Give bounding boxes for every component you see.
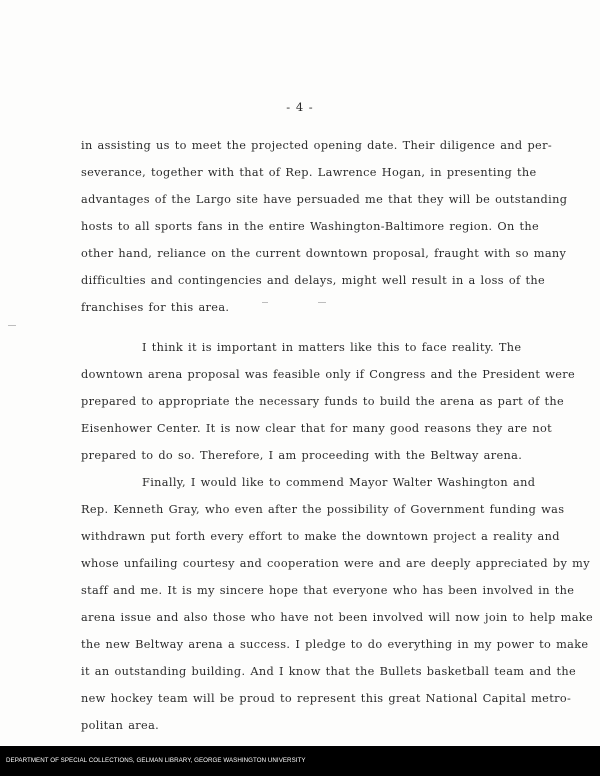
text-line: downtown arena proposal was feasible only if Congress and the President were xyxy=(81,368,576,381)
text-line: prepared to appropriate the necessary funds to build the arena as part of the xyxy=(81,395,565,408)
text-line: advantages of the Largo site have persuaded me that they will be outstanding xyxy=(81,193,568,206)
page-number: - 4 - xyxy=(286,100,314,114)
text-line: the new Beltway arena a success. I pledge to do everything in my power to make xyxy=(81,638,589,651)
text-line: withdrawn put forth every effort to make the downtown project a reality and xyxy=(81,530,560,543)
scan-speck xyxy=(318,302,326,303)
text-line: hosts to all sports fans in the entire Washington-Baltimore region. On the xyxy=(81,220,540,233)
archive-footer xyxy=(0,746,600,776)
text-line: franchises for this area. xyxy=(81,301,230,314)
text-line: Rep. Kenneth Gray, who even after the possibility of Government funding was xyxy=(81,503,565,516)
text-line: prepared to do so. Therefore, I am proceeding with the Beltway arena. xyxy=(81,449,523,462)
scan-speck xyxy=(8,325,16,326)
text-line: politan area. xyxy=(81,719,160,732)
text-line: in assisting us to meet the projected opening date. Their diligence and per- xyxy=(81,139,552,152)
text-line: severance, together with that of Rep. Lawrence Hogan, in presenting the xyxy=(81,166,537,179)
text-line: staff and me. It is my sincere hope that everyone who has been involved in the xyxy=(81,584,575,597)
text-line: arena issue and also those who have not been involved will now join to help make xyxy=(81,611,594,624)
text-line: it an outstanding building. And I know that the Bullets basketball team and the xyxy=(81,665,577,678)
text-line: new hockey team will be proud to represent this great National Capital metro- xyxy=(81,692,572,705)
text-line: Eisenhower Center. It is now clear that for many good reasons they are not xyxy=(81,422,552,435)
text-line: other hand, reliance on the current downtown proposal, fraught with so many xyxy=(81,247,567,260)
scan-speck xyxy=(262,302,268,303)
text-line: whose unfailing courtesy and cooperation were and are deeply appreciated by my xyxy=(81,557,590,570)
paragraph-start-line: I think it is important in matters like this to face reality. The xyxy=(142,341,522,354)
text-line: difficulties and contingencies and delays, might well result in a loss of the xyxy=(81,274,546,287)
paragraph-start-line: Finally, I would like to commend Mayor Walter Washington and xyxy=(142,476,536,489)
archive-credit: DEPARTMENT OF SPECIAL COLLECTIONS, GELMAN LIBRARY, GEORGE WASHINGTON UNIVERSITY xyxy=(6,757,306,764)
